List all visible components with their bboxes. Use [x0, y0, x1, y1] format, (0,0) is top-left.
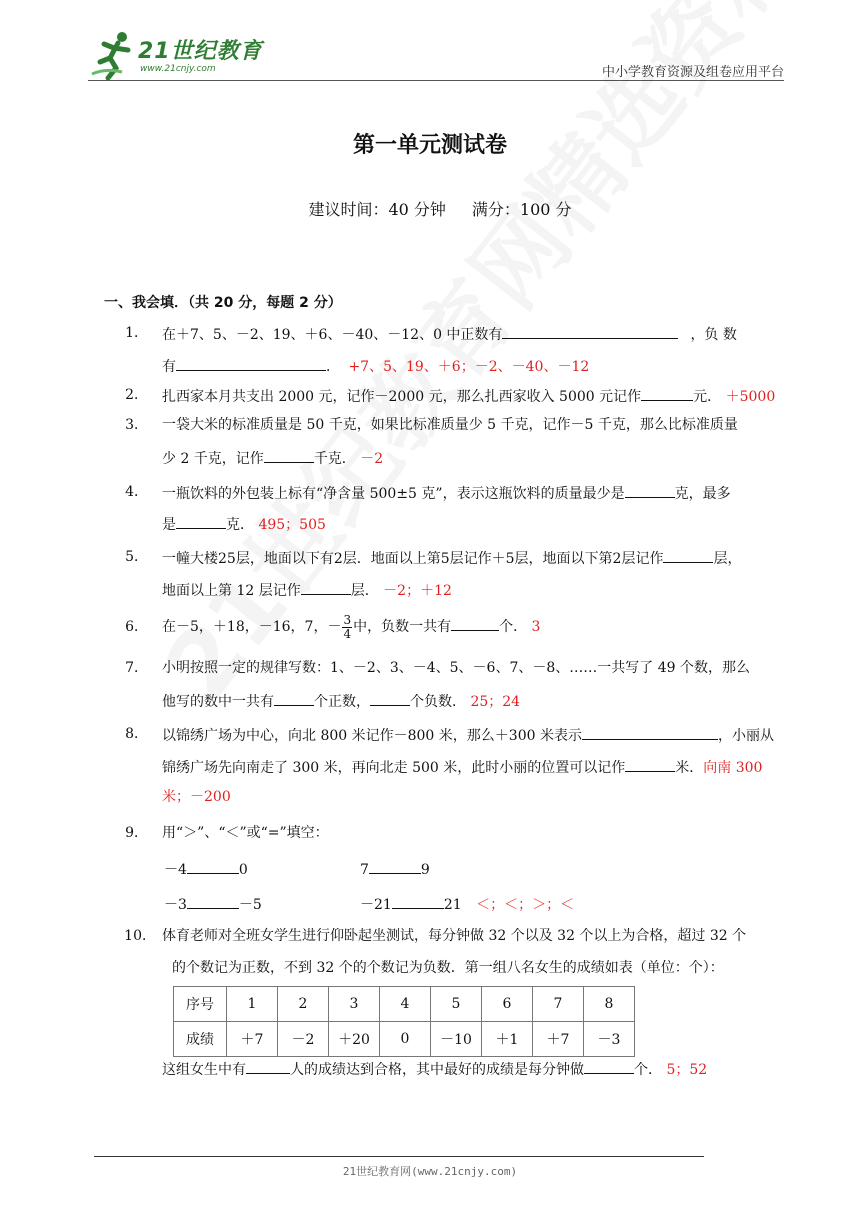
score-table: [173, 986, 635, 1057]
table-cell: ＋7: [533, 1022, 584, 1057]
q8-line2: [162, 756, 762, 778]
q7-text-4: 个负数．: [410, 694, 466, 710]
q2-answer: ＋5000: [725, 389, 776, 405]
q5-blank-below[interactable]: [663, 547, 713, 563]
q8-number: 8．: [125, 726, 148, 742]
q6-text: 在－5，＋18，－16，7，－: [162, 619, 342, 635]
q5-text-4: 层．: [350, 583, 379, 599]
q9-blank3[interactable]: [187, 893, 239, 909]
q4-text-4: 克．: [226, 517, 254, 533]
table-header-cell: 成绩: [174, 1022, 227, 1057]
q7-text-3: 个正数，: [314, 694, 370, 710]
page-header: [0, 0, 860, 90]
q10-line3: [162, 1058, 707, 1080]
q8-line3: [162, 787, 231, 807]
q8-text-2: ，小丽从: [717, 728, 774, 744]
q5-line2: [162, 579, 452, 601]
q10-text-5: 个．: [634, 1062, 662, 1078]
q2-text-2: 元．: [693, 389, 722, 405]
q6-number: 6．: [125, 619, 148, 635]
q10-text-4: 人的成绩达到合格，其中最好的成绩是每分钟做: [290, 1062, 584, 1078]
q10-text: 体育老师对全班女学生进行仰卧起坐测试，每分钟做 32 个以及 32 个以上为合格，超过 32 个: [162, 928, 747, 944]
q9-item3-right: －5: [238, 897, 262, 913]
q9-number: 9．: [125, 825, 148, 841]
site-logo[interactable]: [88, 28, 263, 80]
q1-blank-positive[interactable]: [502, 323, 678, 339]
logo-text: 21世纪教育: [138, 39, 263, 64]
table-cell: 8: [584, 987, 635, 1022]
q3-text-2: 少 2 千克，记作: [162, 451, 264, 467]
q4-line1: [162, 482, 731, 504]
table-cell: 2: [278, 987, 329, 1022]
table-cell: 5: [431, 987, 482, 1022]
footer-link[interactable]: 21世纪教育网(www.21cnjy.com): [342, 1165, 518, 1178]
q3-line2: [162, 447, 383, 469]
q8-blank-position[interactable]: [625, 756, 675, 772]
q9-blank1[interactable]: [187, 858, 239, 874]
q8-answer-part2: 米；－200: [162, 789, 231, 805]
q1-line1: [162, 323, 737, 345]
q8-text-3: 锦绣广场先向南走了 300 米，再向北走 500 米，此时小丽的位置可以记作: [162, 760, 626, 776]
q1-line2: [162, 355, 589, 377]
q3-number: 3．: [125, 417, 148, 433]
q6-text-2: 中，负数一共有: [353, 619, 452, 635]
q10-text-2: 的个数记为正数，不到 32 个的个数记为负数．第一组八名女生的成绩如表（单位：个）：: [172, 960, 724, 976]
q1-blank-negative[interactable]: [176, 355, 326, 371]
q9-text: 用“＞”、“＜”或“=”填空：: [162, 825, 329, 841]
q3-line1: [162, 415, 738, 435]
q4-number: 4．: [125, 484, 148, 500]
q9-line1: [162, 823, 329, 843]
q7-line2: [162, 690, 520, 712]
header-divider: [88, 80, 784, 81]
q9-item2-left: 7: [360, 862, 369, 878]
q6-answer: 3: [531, 619, 541, 635]
footer-divider: [94, 1156, 704, 1157]
q9-item4-right: 21: [443, 897, 462, 913]
q9-item3-left: －3: [164, 897, 187, 913]
q3-answer: －2: [360, 451, 384, 467]
q10-line1: [162, 926, 746, 946]
q1-text-3: 有: [162, 359, 176, 375]
table-row: [174, 1022, 635, 1057]
q6-line1: [162, 612, 540, 642]
q3-blank[interactable]: [264, 447, 314, 463]
q5-number: 5．: [125, 549, 148, 565]
q2-blank[interactable]: [641, 385, 693, 401]
q5-text-3: 地面以上第 12 层记作: [162, 583, 301, 599]
table-cell: －3: [584, 1022, 635, 1057]
q3-text: 一袋大米的标准质量是 50 千克，如果比标准质量少 5 千克，记作－5 千克，那么比标准质量: [162, 417, 738, 433]
q4-line2: [162, 513, 326, 535]
q4-text: 一瓶饮料的外包装上标有“净含量 500±5 克”，表示这瓶饮料的质量最少是: [162, 486, 625, 502]
q5-text: 一幢大楼25层，地面以下有2层．地面以上第5层记作＋5层，地面以下第2层记作: [162, 551, 664, 567]
q5-line1: [162, 547, 741, 569]
q10-line2: [172, 958, 724, 978]
q10-number: 10．: [124, 928, 156, 944]
q7-number: 7．: [125, 660, 148, 676]
table-cell: 7: [533, 987, 584, 1022]
q2-text: 扎西家本月共支出 2000 元，记作－2000 元，那么扎西家收入 5000 元记作: [162, 389, 642, 405]
q8-blank-meaning[interactable]: [582, 724, 718, 740]
suggested-time: 建议时间：40 分钟: [308, 200, 446, 219]
q1-text-2: ，负 数: [690, 327, 737, 343]
section-heading: 一、我会填．（共 20 分，每题 2 分）: [104, 295, 342, 311]
q7-blank-negative[interactable]: [370, 690, 410, 706]
q9-item4: [360, 893, 574, 915]
q4-answer: 495；505: [258, 517, 326, 533]
table-cell: 3: [329, 987, 380, 1022]
runner-logo-icon: [88, 28, 138, 80]
q8-text-4: 米．: [675, 760, 704, 776]
q6-fraction-denominator: 4: [343, 626, 352, 641]
q4-blank-min[interactable]: [625, 482, 675, 498]
table-cell: 4: [380, 987, 431, 1022]
q6-fraction-numerator: 3: [343, 612, 352, 627]
q5-answer: －2；＋12: [383, 583, 452, 599]
q1-text: 在＋7、5、－2、19、＋6、－40、－12、0 中正数有: [162, 327, 503, 343]
q9-blank4[interactable]: [392, 893, 444, 909]
q8-answer-part1: 向南 300: [703, 760, 763, 776]
q6-text-3: 个．: [499, 619, 528, 635]
q9-item2-right: 9: [420, 862, 430, 878]
page-title: 第一单元测试卷: [352, 133, 507, 158]
q9-item3: [164, 893, 262, 915]
q6-fraction: [342, 614, 352, 641]
q1-number: 1．: [125, 325, 148, 341]
q3-text-3: 千克．: [313, 451, 356, 467]
q6-blank[interactable]: [451, 615, 499, 631]
table-cell: 6: [482, 987, 533, 1022]
table-cell: ＋1: [482, 1022, 533, 1057]
q8-line1: [162, 724, 774, 746]
q9-item4-left: －21: [360, 897, 392, 913]
q4-blank-max[interactable]: [176, 513, 226, 529]
table-cell: ＋7: [227, 1022, 278, 1057]
table-cell: －2: [278, 1022, 329, 1057]
q9-item1: [164, 858, 248, 880]
q5-blank-above[interactable]: [301, 579, 351, 595]
full-score: 满分：100 分: [471, 200, 572, 219]
table-cell: ＋20: [329, 1022, 380, 1057]
q5-text-2: 层，: [713, 551, 742, 567]
table-cell: －10: [431, 1022, 482, 1057]
q9-answer: ＜；＜；＞；＜: [476, 897, 575, 913]
q10-blank-best[interactable]: [584, 1058, 634, 1074]
q10-blank-count[interactable]: [246, 1058, 290, 1074]
q2-line1: [162, 385, 775, 407]
q1-text-4: ．: [326, 359, 340, 375]
q7-text-2: 他写的数中一共有: [162, 694, 274, 710]
q7-answer: 25；24: [470, 694, 521, 710]
table-cell: 0: [380, 1022, 431, 1057]
q4-text-3: 是: [162, 517, 176, 533]
q2-number: 2．: [125, 387, 148, 403]
table-row: [174, 987, 635, 1022]
q7-blank-positive[interactable]: [274, 690, 314, 706]
platform-name: 中小学教育资源及组卷应用平台: [601, 65, 784, 80]
q9-item1-right: 0: [238, 862, 248, 878]
q7-text: 小明按照一定的规律写数：1、－2、3、－4、5、－6、7、－8、……一共写了 49 个数，那么: [162, 660, 750, 676]
q7-line1: [162, 658, 750, 678]
q1-answer: +7、5、19、＋6；－2、－40、－12: [348, 359, 590, 375]
q4-text-2: 克，最多: [674, 486, 731, 502]
q9-blank2[interactable]: [369, 858, 421, 874]
table-cell: 1: [227, 987, 278, 1022]
q10-text-3: 这组女生中有: [162, 1062, 246, 1078]
q8-text: 以锦绣广场为中心，向北 800 米记作－800 米，那么＋300 米表示: [162, 728, 582, 744]
logo-url: www.21cnjy.com: [140, 64, 216, 74]
q10-answer: 5；52: [666, 1062, 708, 1078]
q9-item1-left: －4: [164, 862, 187, 878]
table-header-cell: 序号: [174, 987, 227, 1022]
exam-info: [0, 197, 860, 220]
q9-item2: [360, 858, 430, 880]
